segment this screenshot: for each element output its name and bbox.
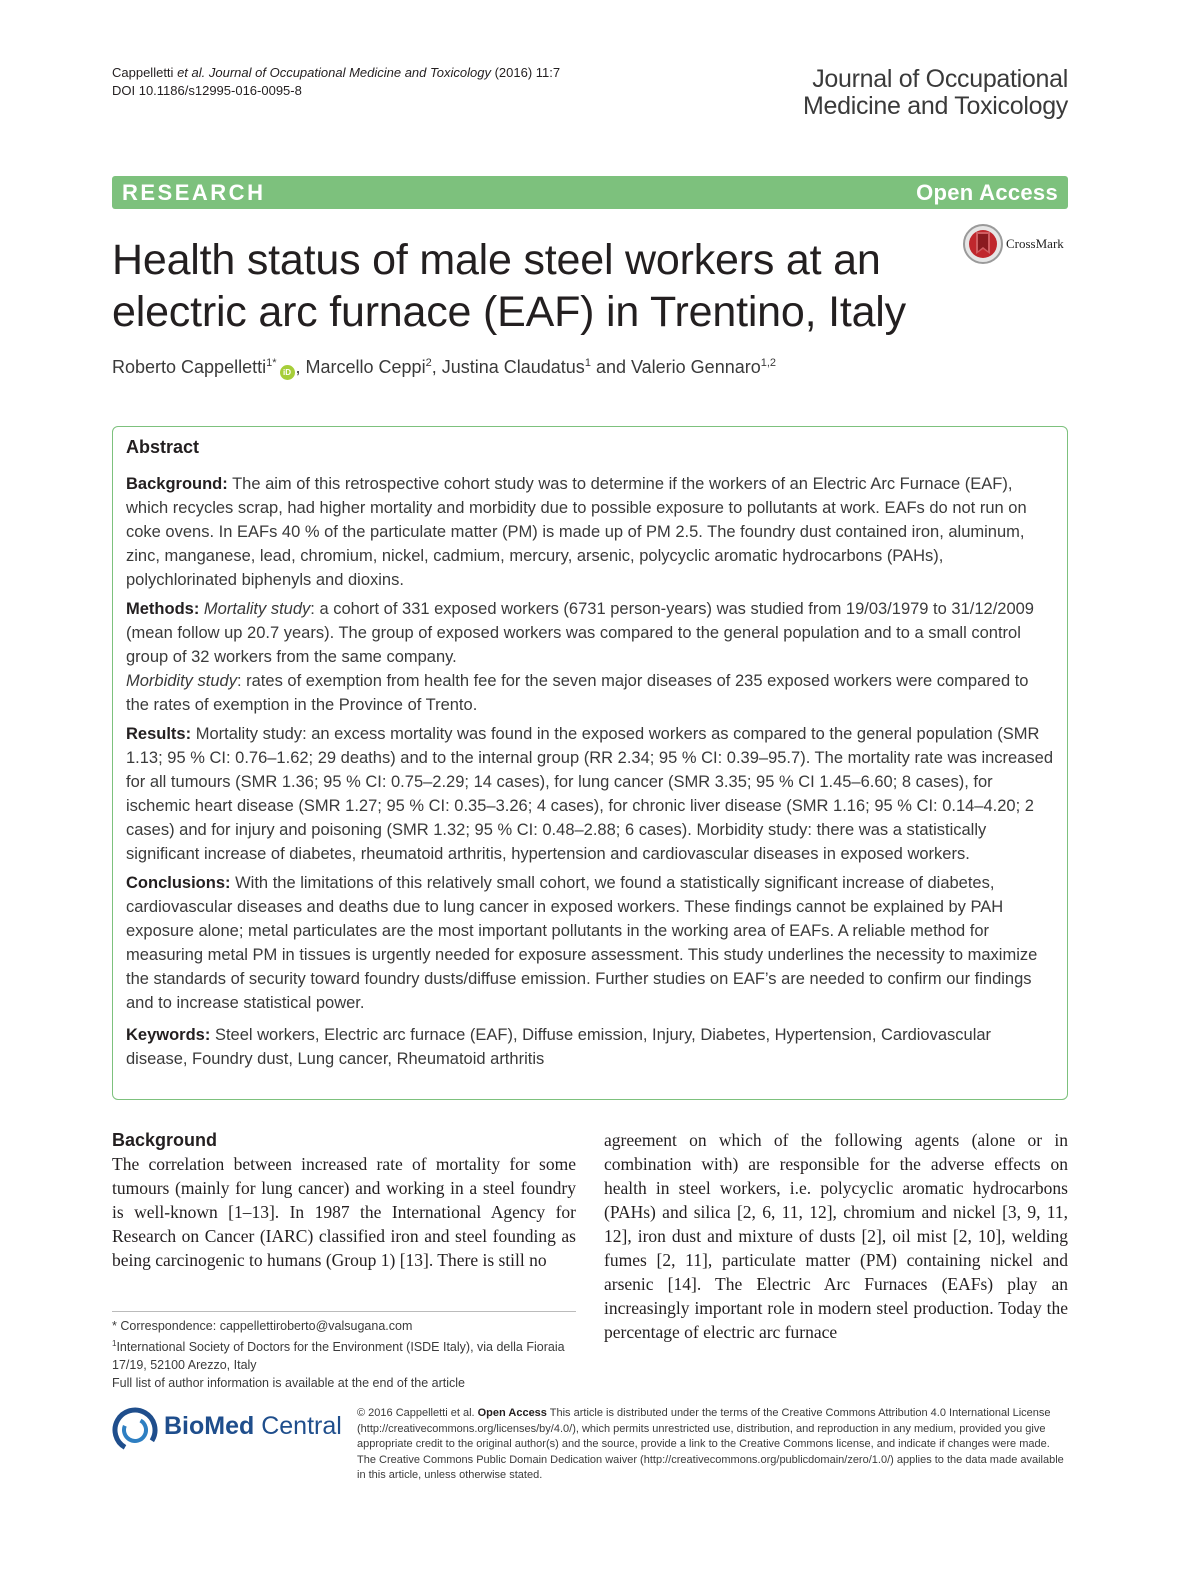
journal-name-line2: Medicine and Toxicology bbox=[802, 92, 1068, 120]
author-list bbox=[112, 357, 776, 380]
abstract-background-text: The aim of this retrospective cohort study was to determine if the workers of an Electric Arc Furnace (EAF), which recycles scrap, had higher mortality and morbidity due to possible exposure to pollutants at work. EAFs do not run on coke ovens. In EAFs 40 % of the particulate matter (PM) is made up of PM 2.5. The foundry dust contained iron, aluminum, zinc, manganese, lead, chromium, nickel, cadmium, mercury, arsenic, polycyclic aromatic hydrocarbons (PAHs), polychlorinated biphenyls and dioxins. bbox=[126, 475, 1027, 589]
abstract-methods-morbidity-label: Morbidity study bbox=[126, 672, 237, 690]
biomed-logo-icon bbox=[112, 1407, 158, 1453]
abstract-heading: Abstract bbox=[126, 437, 200, 457]
doi[interactable]: DOI 10.1186/s12995-016-0095-8 bbox=[112, 83, 302, 98]
abstract-content bbox=[126, 435, 1054, 1076]
article-type-label: RESEARCH bbox=[122, 180, 266, 205]
author-name[interactable]: Justina Claudatus bbox=[441, 357, 585, 377]
section-heading-background: Background bbox=[112, 1130, 218, 1150]
citation-header bbox=[112, 64, 560, 100]
correspondence-note[interactable]: * Correspondence: cappellettiroberto@valsugana.com bbox=[112, 1319, 413, 1333]
body-paragraph: agreement on which of the following agents (alone or in combination with) are responsible for the adverse effects on health in steel workers, i.e. polycyclic aromatic hydrocarbons (PAHs) and silica [2, 6, 11, 12], chromium and nickel [3, 9, 11, 12], iron dust and mixture of dusts [2], oil mist [2, 10], welding fumes [2, 11], particulate matter (PM) containing nickel and arsenic [14]. The Electric Arc Furnaces (EAFs) play an increasingly important role in modern steel production. Today the percentage of electric arc furnace bbox=[604, 1130, 1068, 1342]
author-info-note: Full list of author information is available at the end of the article bbox=[112, 1376, 465, 1391]
author-separator: , bbox=[295, 357, 306, 377]
footnotes bbox=[112, 1317, 582, 1392]
license-copyright: © 2016 Cappelletti et al. bbox=[357, 1407, 478, 1419]
license-text bbox=[357, 1406, 1069, 1484]
author-affil-sup: 1 bbox=[584, 357, 591, 369]
author-affil-sup: 1,2 bbox=[760, 357, 777, 369]
biomed-central-logo[interactable] bbox=[112, 1407, 342, 1452]
author-separator: and bbox=[590, 357, 631, 377]
citation-etal: et al. bbox=[177, 65, 206, 80]
article-type-bar bbox=[112, 176, 1068, 209]
abstract-methods-label: Methods: bbox=[126, 600, 200, 618]
body-paragraph: The correlation between increased rate of mortality for some tumours (mainly for lung cancer) and working in a steel foundry is well-known [1–13]. In 1987 the International Agency for Research on Cancer (IARC) classified iron and steel founding as being carcinogenic to humans (Group 1) [13]. There is still no bbox=[112, 1154, 576, 1270]
crossmark-label: CrossMark bbox=[1006, 236, 1064, 251]
citation-line bbox=[112, 64, 560, 82]
abstract-conclusions-text: With the limitations of this relatively small cohort, we found a statistically significant increase of diabetes, cardiovascular diseases and deaths due to lung cancer in exposed workers. These findings cannot be explained by PAH exposure alone; metal particulates are the most important pollutants in the working area of EAFs. A reliable method for measuring metal PM in tissues is urgently needed for exposure assessment. This study underlines the necessity to maximize the standards of security toward foundry dusts/diffuse emission. Further studies on EAF’s are needed to confirm our findings and to increase statistical power. bbox=[126, 874, 1038, 1012]
license-open-access: Open Access bbox=[477, 1407, 547, 1419]
author-name[interactable]: Valerio Gennaro bbox=[630, 357, 761, 377]
abstract-methods-mortality-text: : a cohort of 331 exposed workers (6731 person-years) was studied from 19/03/1979 to 31/12/2009 (mean follow up 20.7 years). The group of exposed workers was compared to the general population and to a small control group of 32 workers from the same company. bbox=[126, 600, 1034, 666]
affiliation-text: International Society of Doctors for the Environment (ISDE Italy), via della Fioraia 17/19, 52100 Arezzo, Italy bbox=[112, 1340, 565, 1373]
body-column-right bbox=[604, 1128, 1068, 1344]
abstract-conclusions bbox=[126, 871, 1054, 1015]
biomed-wordmark bbox=[164, 1412, 342, 1441]
abstract-results-text: Mortality study: an excess mortality was found in the exposed workers as compared to the general population (SMR 1.13; 95 % CI: 0.76–1.62; 29 deaths) and to the internal group (RR 2.34; 95 % CI: 0.39–95.7). The mortality rate was increased for all tumours (SMR 1.36; 95 % CI: 0.75–2.29; 14 cases), for lung cancer (SMR 3.35; 95 % CI 1.45–6.60; 8 cases), for ischemic heart disease (SMR 1.27; 95 % CI: 0.35–3.26; 4 cases), for chronic liver disease (SMR 1.16; 95 % CI: 0.14–4.20; 2 cases) and for injury and poisoning (SMR 1.32; 95 % CI: 0.48–2.88; 6 cases). Morbidity study: there was a statistically significant increase of diabetes, rheumatoid arthritis, hypertension and cardiovascular diseases in exposed workers. bbox=[126, 725, 1053, 863]
author-affil-sup: 2 bbox=[425, 357, 432, 369]
abstract-conclusions-label: Conclusions: bbox=[126, 874, 231, 892]
journal-name-line1: Journal of Occupational bbox=[812, 65, 1068, 93]
footnote-divider bbox=[112, 1311, 576, 1312]
affiliation-note bbox=[112, 1335, 582, 1374]
citation-journal: Journal of Occupational Medicine and Toxicology bbox=[208, 65, 491, 80]
abstract-results-label: Results: bbox=[126, 725, 192, 743]
abstract-results bbox=[126, 722, 1054, 866]
license-body: This article is distributed under the terms of the Creative Commons Attribution 4.0 International License (http://creativecommons.org/licenses/by/4.0/), which permits unrestricted use, distribution, and reproduction in any medium, provided you give appropriate credit to the original author(s) and the source, provide a link to the Creative Commons license, and indicate if changes were made. The Creative Commons Public Domain Dedication waiver (http://creativecommons.org/publicdomain/zero/1.0/) applies to the data made available in this article, unless otherwise stated. bbox=[357, 1407, 1064, 1482]
biomed-wordmark-bold: BioMed bbox=[164, 1412, 255, 1440]
citation-authors: Cappelletti bbox=[112, 65, 174, 80]
crossmark-badge[interactable] bbox=[962, 223, 1072, 265]
crossmark-icon bbox=[962, 223, 1004, 265]
journal-logo bbox=[803, 66, 1068, 120]
abstract-methods bbox=[126, 597, 1054, 717]
article-title: Health status of male steel workers at an electric arc furnace (EAF) in Trentino, Italy bbox=[112, 236, 906, 336]
abstract-box bbox=[112, 426, 1068, 1100]
citation-year-vol: (2016) 11:7 bbox=[490, 65, 561, 80]
affiliation-sup: 1 bbox=[112, 1339, 117, 1348]
author-affil-sup: 1* bbox=[266, 357, 277, 369]
abstract-keywords-label: Keywords: bbox=[126, 1026, 211, 1044]
author-separator: , bbox=[431, 357, 442, 377]
biomed-wordmark-rest: Central bbox=[254, 1412, 342, 1440]
abstract-keywords bbox=[126, 1023, 1054, 1071]
author-name[interactable]: Roberto Cappelletti bbox=[112, 357, 267, 377]
open-access-label: Open Access bbox=[916, 180, 1058, 205]
abstract-methods-morbidity-text: : rates of exemption from health fee for the seven major diseases of 235 exposed workers were compared to the rates of exemption in the Province of Trento. bbox=[126, 672, 1029, 714]
abstract-methods-mortality-label: Mortality study bbox=[203, 600, 311, 618]
abstract-background-label: Background: bbox=[126, 475, 228, 493]
author-name[interactable]: Marcello Ceppi bbox=[305, 357, 426, 377]
abstract-background bbox=[126, 472, 1054, 592]
body-column-left bbox=[112, 1128, 576, 1272]
orcid-icon[interactable]: iD bbox=[280, 365, 295, 380]
abstract-keywords-text: Steel workers, Electric arc furnace (EAF), Diffuse emission, Injury, Diabetes, Hypertension, Cardiovascular disease, Foundry dust, Lung cancer, Rheumatoid arthritis bbox=[126, 1026, 992, 1068]
